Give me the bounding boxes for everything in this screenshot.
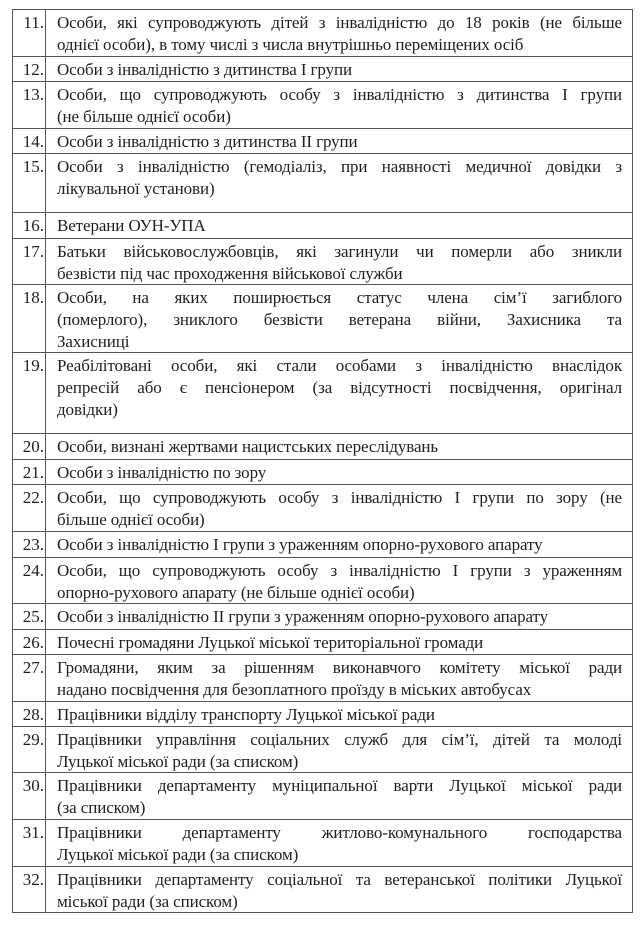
row-number: 29. [13,727,46,772]
row-number: 15. [13,154,46,212]
row-number: 28. [13,702,46,726]
row-text-line: Працівники управління соціальних служб для сім’ї, дітей та молоді [57,730,622,749]
table-row [13,10,632,57]
table-row [13,773,632,820]
row-text-line: Особи, що супроводжують особу з інвалідністю з дитинства І групи [57,85,622,104]
row-number: 27. [13,655,46,701]
row-text-line: надано посвідчення для безоплатного проїзду в міських автобусах [57,680,532,699]
row-number: 18. [13,285,46,352]
row-text-line: однієї особи), в тому числі з числа внутрішньо переміщених осіб [57,35,524,54]
row-number: 32. [13,867,46,912]
row-text [57,632,622,654]
row-text [57,156,622,200]
row-text [57,215,622,237]
row-text [57,534,622,556]
row-text-line: Особи, які супроводжують дітей з інвалідністю до 18 років (не більше [57,13,622,32]
row-number: 13. [13,82,46,128]
row-text [57,657,622,701]
table-row [13,434,632,460]
row-text [57,436,622,458]
table-row [13,702,632,727]
row-text-line: (померлого), зниклого безвісти ветерана війни, Захисника та [57,310,622,329]
row-text-line: лікувальної установи) [57,179,215,198]
table-row [13,485,632,532]
row-text [57,462,622,484]
row-number: 24. [13,558,46,603]
row-text [57,12,622,56]
row-text-line: Батьки військовослужбовців, які загинули чи померли або зникли [57,242,622,261]
row-number: 11. [13,10,46,56]
table-row [13,604,632,630]
row-text-line: репресій або є пенсіонером (за відсутності посвідчення, оригінал [57,378,622,397]
row-text-line: Реабілітовані особи, які стали особами з інвалідністю внаслідок [57,356,622,375]
row-number: 12. [13,57,46,81]
row-number: 17. [13,239,46,284]
row-text [57,355,622,421]
row-text-line: Працівники департаменту соціальної та ветеранської політики Луцької [57,870,622,889]
row-text-line: Луцької міської ради (за списком) [57,845,299,864]
row-text-line: Захисниці [57,332,130,351]
table-row [13,285,632,353]
table-row [13,820,632,867]
table-row [13,57,632,82]
row-number: 30. [13,773,46,819]
row-text [57,869,622,913]
row-text-line: (не більше однієї особи) [57,107,231,126]
table-row [13,154,632,213]
row-number: 20. [13,434,46,459]
row-text [57,287,622,353]
row-number: 19. [13,353,46,433]
row-text-line: Працівники департаменту житлово-комунального господарства [57,823,622,842]
table-row [13,129,632,154]
table-row [13,460,632,485]
row-number: 16. [13,213,46,238]
row-text [57,704,622,726]
row-text [57,729,622,773]
row-number: 25. [13,604,46,629]
row-number: 31. [13,820,46,866]
table-row [13,655,632,702]
row-text [57,241,622,285]
row-text-line: безвісти під час проходження військової служби [57,264,403,283]
row-text-line: довідки) [57,400,118,419]
row-text-line: Луцької міської ради (за списком) [57,752,299,771]
row-text [57,775,622,819]
table-row [13,239,632,285]
row-text [57,560,622,604]
beneficiaries-table [12,9,633,913]
row-text-line: Особи з інвалідністю І групи з ураженням опорно-рухового апарату [57,535,543,554]
row-text-line: Особи з інвалідністю ІІ групи з ураженням опорно-рухового апарату [57,607,549,626]
row-number: 22. [13,485,46,531]
row-text-line: Особи, що супроводжують особу з інвалідністю І групи з ураженням [57,561,622,580]
row-number: 23. [13,532,46,557]
row-text [57,487,622,531]
row-text-line: Почесні громадяни Луцької міської територіальної громади [57,633,484,652]
row-text-line: Працівники департаменту муніципальної варти Луцької міської ради [57,776,622,795]
table-row [13,867,632,913]
row-text-line: Особи з інвалідністю по зору [57,463,267,482]
row-text-line: Особи, на яких поширюється статус члена сім’ї загиблого [57,288,622,307]
row-text-line: (за списком) [57,798,146,817]
row-text-line: Особи з інвалідністю (гемодіаліз, при наявності медичної довідки з [57,157,622,176]
row-text-line: Особи, що супроводжують особу з інвалідністю І групи по зору (не [57,488,622,507]
row-text [57,59,622,81]
table-row [13,727,632,773]
row-text-line: міської ради (за списком) [57,892,238,911]
row-text-line: Ветерани ОУН-УПА [57,216,206,235]
row-text-line: Особи з інвалідністю з дитинства ІІ групи [57,132,358,151]
table-row [13,213,632,239]
row-text-line: Особи з інвалідністю з дитинства І групи [57,60,352,79]
row-number: 21. [13,460,46,484]
row-text-line: Працівники відділу транспорту Луцької міської ради [57,705,435,724]
row-text [57,84,622,128]
table-row [13,630,632,655]
row-text-line: опорно-рухового апарату (не більше однієї особи) [57,583,415,602]
row-text [57,822,622,866]
table-row [13,532,632,558]
row-text [57,606,622,628]
table-row [13,558,632,604]
row-text-line: Особи, визнані жертвами нацистських переслідувань [57,437,439,456]
row-text-line: Громадяни, яким за рішенням виконавчого комітету міської ради [57,658,622,677]
row-text-line: більше однієї особи) [57,510,205,529]
table-row [13,82,632,129]
row-text [57,131,622,153]
table-row [13,353,632,434]
row-number: 14. [13,129,46,153]
row-number: 26. [13,630,46,654]
